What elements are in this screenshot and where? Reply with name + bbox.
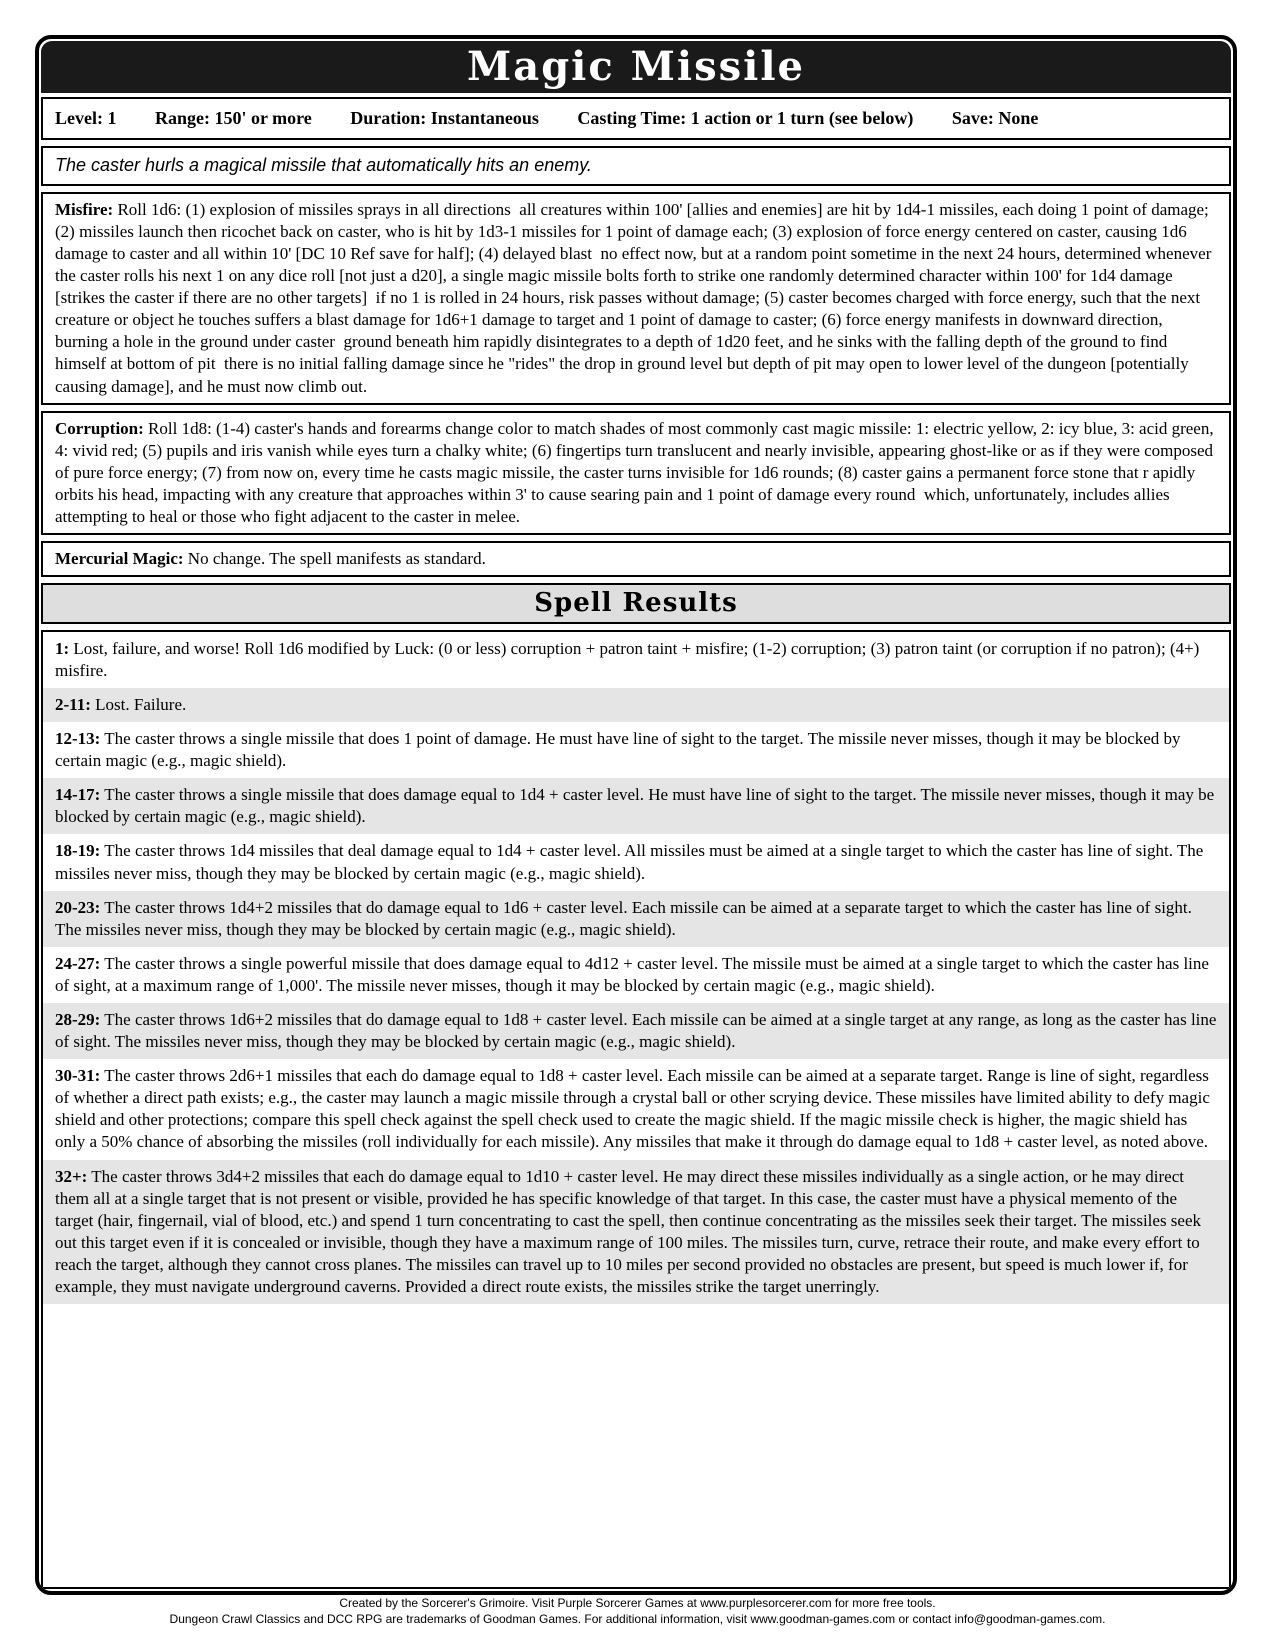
result-text: The caster throws 2d6+1 missiles that each do damage equal to 1d8 + caster level. Each missile can be aimed at a separate target. Range is line of sight, regardless of whether a direct path exists; e.g., the caster may launch a magic missile through a crystal ball or other scrying device. These missiles have limited ability to defy magic shield and other protections; compare this spell check against the spell check used to create the magic shield. If the magic missile check is higher, the magic shield has only a 50% chance of absorbing the missiles (roll individually for each missile). Any missiles that make it through do damage equal to 1d8 + caster level, as noted above.: [55, 1066, 1215, 1152]
spell-results-row: [43, 891, 1229, 947]
result-roll: 14-17:: [55, 785, 101, 805]
mercurial-magic-section: [41, 541, 1231, 577]
page-title: Magic Missile: [467, 43, 805, 90]
stat-save: [952, 108, 1039, 128]
spell-results-row: [43, 1160, 1229, 1305]
stat-duration-value: Instantaneous: [430, 108, 539, 128]
result-roll: 32+:: [55, 1166, 88, 1186]
footer-line-1: Created by the Sorcerer's Grimoire. Visit Purple Sorcerer Games at www.purplesorcerer.com for more free tools.: [339, 1596, 936, 1610]
result-roll: 30-31:: [55, 1066, 101, 1086]
corruption-section: [41, 411, 1231, 535]
spell-results-row: [43, 632, 1229, 688]
spell-results-table: [41, 630, 1231, 1589]
result-roll: 18-19:: [55, 841, 101, 861]
stat-duration-label: Duration:: [350, 108, 427, 128]
stat-casting-time-label: Casting Time:: [577, 108, 687, 128]
spell-results-header: [41, 583, 1231, 624]
stat-range-label: Range:: [154, 108, 210, 128]
result-text: The caster throws a single powerful missile that does damage equal to 4d12 + caster level. The missile must be aimed at a single target to which the caster has line of sight, at a maximum range of 1,000'. The missile never misses, though it may be blocked by certain magic (e.g., magic shield).: [55, 953, 1214, 995]
stats-row: [41, 97, 1231, 140]
stat-range-value: 150' or more: [214, 108, 312, 128]
result-text: The caster throws 1d4+2 missiles that do damage equal to 1d6 + caster level. Each missile can be aimed at a separate target to which the caster has line of sight. The missiles never miss, though they may be blocked by certain magic (e.g., magic shield).: [55, 897, 1196, 939]
footer-line-2: Dungeon Crawl Classics and DCC RPG are trademarks of Goodman Games. For additional information, visit www.goodman-games.com or contact info@goodman-games.com.: [169, 1612, 1106, 1627]
misfire-label: Misfire:: [55, 199, 114, 219]
spell-results-row: [43, 688, 1229, 722]
stat-casting-time: [577, 108, 913, 128]
spell-card: [35, 35, 1237, 1595]
stat-duration: [350, 108, 539, 128]
misfire-text: Roll 1d6: (1) explosion of missiles sprays in all directions all creatures within 100' [allies and enemies] are hit by 1d4-1 missiles, each doing 1 point of damage; (2) missiles launch then ricochet back on caster, who is hit by 1d3-1 missiles for 1 point of damage each; (3) explosion of force energy centered on caster, causing 1d6 damage to caster and all within 10' [DC 10 Ref save for half]; (4) delayed blast no effect now, but at a random point sometime in the next 24 hours, determined whenever the caster rolls his next 1 on any dice roll [not just a d20], a single magic missile bolts forth to strike one randomly determined character within 100' for 1d4 damage [strikes the caster if there are no other targets] if no 1 is rolled in 24 hours, risk passes without damage; (5) caster becomes charged with force energy, such that the next creature or object he touches suffers a blast damage for 1d6+1 damage to target and 1 point of damage to caster; (6) force energy manifests in downward direction, burning a hole in the ground under caster ground beneath him rapidly disintegrates to a depth of 1d20 feet, and he sinks with the falling depth of the ground to find himself at bottom of pit there is no initial falling damage since he "rides" the drop in ground level but depth of pit may open to lower level of the dungeon [potentially causing damage], and he must now climb out.: [55, 199, 1216, 396]
mercurial-magic-label: Mercurial Magic:: [55, 549, 184, 569]
spell-results-row: [43, 778, 1229, 834]
spell-summary: [41, 146, 1231, 185]
stat-range: [155, 108, 312, 128]
corruption-text: Roll 1d8: (1-4) caster's hands and forearms change color to match shades of most commonly cast magic missile: 1: electric yellow, 2: icy blue, 3: acid green, 4: vivid red; (5) pupils and iris vanish while eyes turn a chalky white; (6) fingertips turn translucent and nearly invisible, appearing ghost-like or as if they were composed of pure force energy; (7) from now on, every time he casts magic missile, the caster turns invisible for 1d6 rounds; (8) caster gains a permanent force stone that r apidly orbits his head, impacting with any creature that approaches within 3' to cause searing pain and 1 point of damage every round which, unfortunately, includes allies attempting to heal or those who fight adjacent to the caster in melee.: [55, 418, 1218, 526]
result-roll: 24-27:: [55, 953, 101, 973]
spell-summary-text: The caster hurls a magical missile that automatically hits an enemy.: [55, 155, 592, 176]
result-text: The caster throws 3d4+2 missiles that each do damage equal to 1d10 + caster level. He may direct these missiles individually as a single action, or he may direct them all at a single target that is not present or visible, provided he has specific knowledge of that target. In this case, the caster must have a physical memento of the target (hair, fingernail, vial of blood, etc.) and spend 1 turn concentrating to cast the spell, then continue concentrating as the missiles seek their target. The missiles seek out this target even if it is concealed or invisible, though they have a maximum range of 100 miles. The missiles turn, curve, retrace their route, and make every effort to reach the target, although they cannot cross planes. The missiles can travel up to 10 miles per second provided no obstacles are present, but speed is much lower if, for example, they must navigate underground caverns. Provided a direct route exists, the missiles strike the target unerringly.: [55, 1166, 1206, 1297]
result-text: The caster throws a single missile that does damage equal to 1d4 + caster level. He must have line of sight to the target. The missile never misses, though it may be blocked by certain magic (e.g., magic shield).: [55, 785, 1219, 827]
stat-level-value: 1: [107, 108, 117, 128]
result-roll: 20-23:: [55, 897, 101, 917]
misfire-section: [41, 192, 1231, 405]
stat-level-label: Level:: [55, 108, 103, 128]
corruption-label: Corruption:: [55, 418, 144, 438]
result-text: The caster throws a single missile that does 1 point of damage. He must have line of sight to the target. The missile never misses, though it may be blocked by certain magic (e.g., magic shield).: [55, 729, 1185, 771]
result-roll: 28-29:: [55, 1010, 101, 1029]
page-footer: [0, 1595, 1275, 1627]
stat-level: [55, 108, 116, 128]
result-roll: 1:: [55, 638, 70, 658]
spell-results-title: Spell Results: [534, 588, 738, 619]
spell-results-row: [43, 1003, 1229, 1059]
stat-save-value: None: [998, 108, 1039, 128]
title-bar: [41, 41, 1231, 93]
result-text: The caster throws 1d6+2 missiles that do damage equal to 1d8 + caster level. Each missile can be aimed at a single target at any range, as long as the caster has line of sight. The missiles never miss, though they may be blocked by certain magic (e.g., magic shield).: [55, 1010, 1221, 1052]
result-text: The caster throws 1d4 missiles that deal damage equal to 1d4 + caster level. All missiles must be aimed at a single target to which the caster has line of sight. The missiles never miss, though they may be blocked by certain magic (e.g., magic shield).: [55, 841, 1208, 883]
stat-casting-time-value: 1 action or 1 turn (see below): [690, 108, 914, 128]
spell-results-row: [43, 947, 1229, 1003]
spell-results-row: [43, 722, 1229, 778]
stat-save-label: Save:: [951, 108, 994, 128]
result-text: Lost. Failure.: [90, 694, 187, 714]
result-roll: 12-13:: [55, 729, 101, 749]
result-roll: 2-11:: [55, 694, 91, 714]
result-text: Lost, failure, and worse! Roll 1d6 modified by Luck: (0 or less) corruption + patron taint + misfire; (1-2) corruption; (3) patron taint (or corruption if no patron); (4+) misfire.: [55, 638, 1204, 680]
mercurial-magic-text: No change. The spell manifests as standard.: [183, 549, 486, 569]
spell-results-row: [43, 1059, 1229, 1159]
spell-results-row: [43, 834, 1229, 890]
